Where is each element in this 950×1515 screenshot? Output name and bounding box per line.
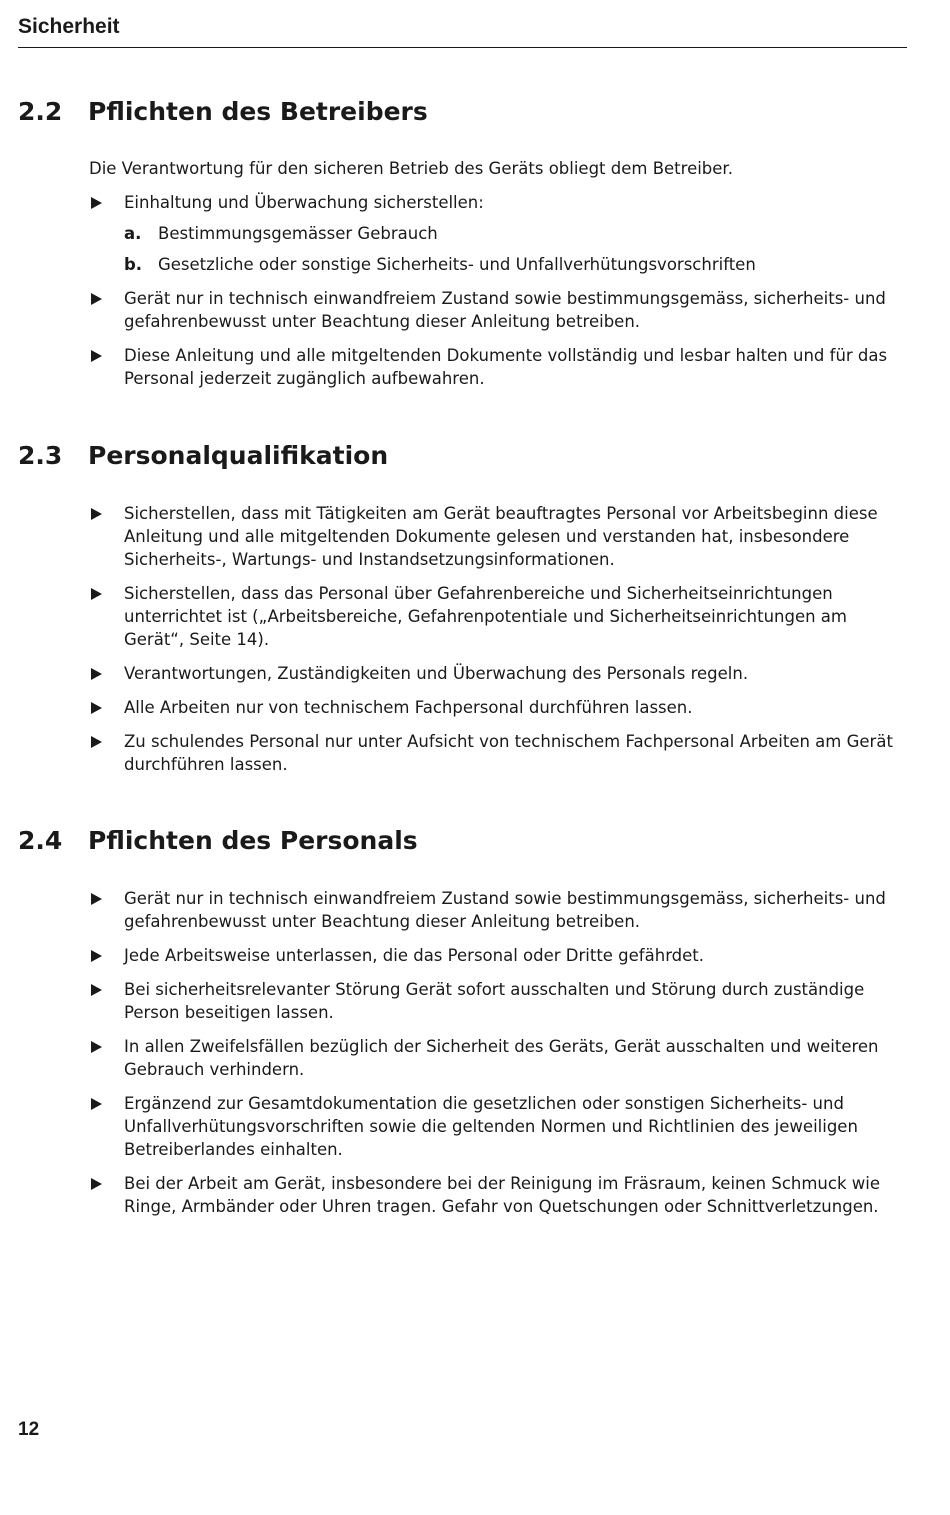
section-title: Pflichten des Betreibers	[88, 97, 428, 126]
list-item-text: Alle Arbeiten nur von technischem Fachpersonal durchführen lassen.	[124, 698, 693, 717]
header-title: Sicherheit	[18, 15, 120, 38]
list-item	[0, 978, 950, 1024]
bullet-arrow-icon	[91, 293, 102, 305]
section-heading	[0, 821, 950, 861]
section-number: 2.2	[18, 97, 63, 126]
list-item-text: Diese Anleitung und alle mitgeltenden Dokumente vollständig und lesbar halten und für das Personal jederzeit zugänglich aufbewahren.	[124, 346, 888, 388]
bullet-list	[0, 887, 950, 1229]
bullet-arrow-icon	[91, 893, 102, 905]
bullet-arrow-icon	[91, 350, 102, 362]
sub-item-letter: a.	[124, 224, 142, 243]
bullet-arrow-icon	[91, 984, 102, 996]
list-item	[0, 287, 950, 333]
list-item	[0, 887, 950, 933]
list-item-text: Verantwortungen, Zuständigkeiten und Überwachung des Personals regeln.	[124, 664, 749, 683]
list-item-text: Ergänzend zur Gesamtdokumentation die gesetzlichen oder sonstigen Sicherheits- und Unfallverhütungsvorschriften sowie die geltenden Normen und Richtlinien des jeweiligen Betreiberlandes einhalten.	[124, 1094, 858, 1159]
list-item	[0, 1092, 950, 1161]
list-item-text: Bei der Arbeit am Gerät, insbesondere bei der Reinigung im Fräsraum, keinen Schmuck wie Ringe, Armbänder oder Uhren tragen. Gefahr von Quetschungen oder Schnittverletzungen.	[124, 1174, 880, 1216]
section-number: 2.3	[18, 441, 63, 470]
section-2-4	[0, 821, 950, 1216]
bullet-arrow-icon	[91, 197, 102, 209]
section-heading	[0, 92, 950, 132]
sub-item-letter: b.	[124, 255, 143, 274]
bullet-list	[0, 502, 950, 787]
bullet-arrow-icon	[91, 508, 102, 520]
bullet-arrow-icon	[91, 702, 102, 714]
list-item-text: Bei sicherheitsrelevanter Störung Gerät sofort ausschalten und Störung durch zuständige Person beseitigen lassen.	[124, 980, 865, 1022]
list-item	[0, 502, 950, 571]
sub-list-item	[0, 253, 950, 276]
list-item	[0, 1035, 950, 1081]
list-item-text: Sicherstellen, dass mit Tätigkeiten am Gerät beauftragtes Personal vor Arbeitsbeginn diese Anleitung und alle mitgeltenden Dokumente gelesen und verstanden hat, insbesondere Sicherheits-, Wartungs- und Instandsetzungsinformationen.	[124, 504, 878, 569]
section-title: Personalqualifikation	[88, 441, 389, 470]
section-intro: Die Verantwortung für den sicheren Betrieb des Geräts obliegt dem Betreiber.	[89, 159, 733, 178]
list-item-text: Sicherstellen, dass das Personal über Gefahrenbereiche und Sicherheitseinrichtungen unterrichtet ist („Arbeitsbereiche, Gefahrenpotentiale und Sicherheitseinrichtungen am Gerät“, Seite 14).	[124, 584, 847, 649]
list-item	[0, 662, 950, 685]
list-item	[0, 944, 950, 967]
list-item	[0, 344, 950, 390]
sub-list-item	[0, 222, 950, 245]
bullet-arrow-icon	[91, 1178, 102, 1190]
list-item-text: In allen Zweifelsfällen bezüglich der Sicherheit des Geräts, Gerät ausschalten und weiteren Gebrauch verhindern.	[124, 1037, 879, 1079]
list-item-text: Gerät nur in technisch einwandfreiem Zustand sowie bestimmungsgemäss, sicherheits- und gefahrenbewusst unter Beachtung dieser Anleitung betreiben.	[124, 289, 886, 331]
bullet-arrow-icon	[91, 736, 102, 748]
page-number: 12	[18, 1419, 40, 1440]
bullet-arrow-icon	[91, 588, 102, 600]
bullet-arrow-icon	[91, 1098, 102, 1110]
section-2-3	[0, 436, 950, 774]
list-item	[0, 582, 950, 651]
list-item-text: Einhaltung und Überwachung sicherstellen:	[124, 193, 484, 212]
bullet-arrow-icon	[91, 1041, 102, 1053]
section-title: Pflichten des Personals	[88, 826, 418, 855]
bullet-arrow-icon	[91, 668, 102, 680]
list-item	[0, 696, 950, 719]
sub-item-text: Bestimmungsgemässer Gebrauch	[158, 224, 438, 243]
section-number: 2.4	[18, 826, 63, 855]
section-heading	[0, 436, 950, 476]
list-item-text: Zu schulendes Personal nur unter Aufsicht von technischem Fachpersonal Arbeiten am Gerät durchführen lassen.	[124, 732, 893, 774]
list-item-text: Gerät nur in technisch einwandfreiem Zustand sowie bestimmungsgemäss, sicherheits- und gefahrenbewusst unter Beachtung dieser Anleitung betreiben.	[124, 889, 886, 931]
bullet-list	[0, 191, 950, 401]
bullet-arrow-icon	[91, 950, 102, 962]
section-2-2	[0, 92, 950, 388]
list-item	[0, 1172, 950, 1218]
list-item	[0, 191, 950, 276]
page-header	[18, 13, 907, 48]
sub-item-text: Gesetzliche oder sonstige Sicherheits- und Unfallverhütungsvorschriften	[158, 255, 756, 274]
sub-list	[0, 222, 950, 276]
list-item-text: Jede Arbeitsweise unterlassen, die das Personal oder Dritte gefährdet.	[124, 946, 705, 965]
list-item	[0, 730, 950, 776]
